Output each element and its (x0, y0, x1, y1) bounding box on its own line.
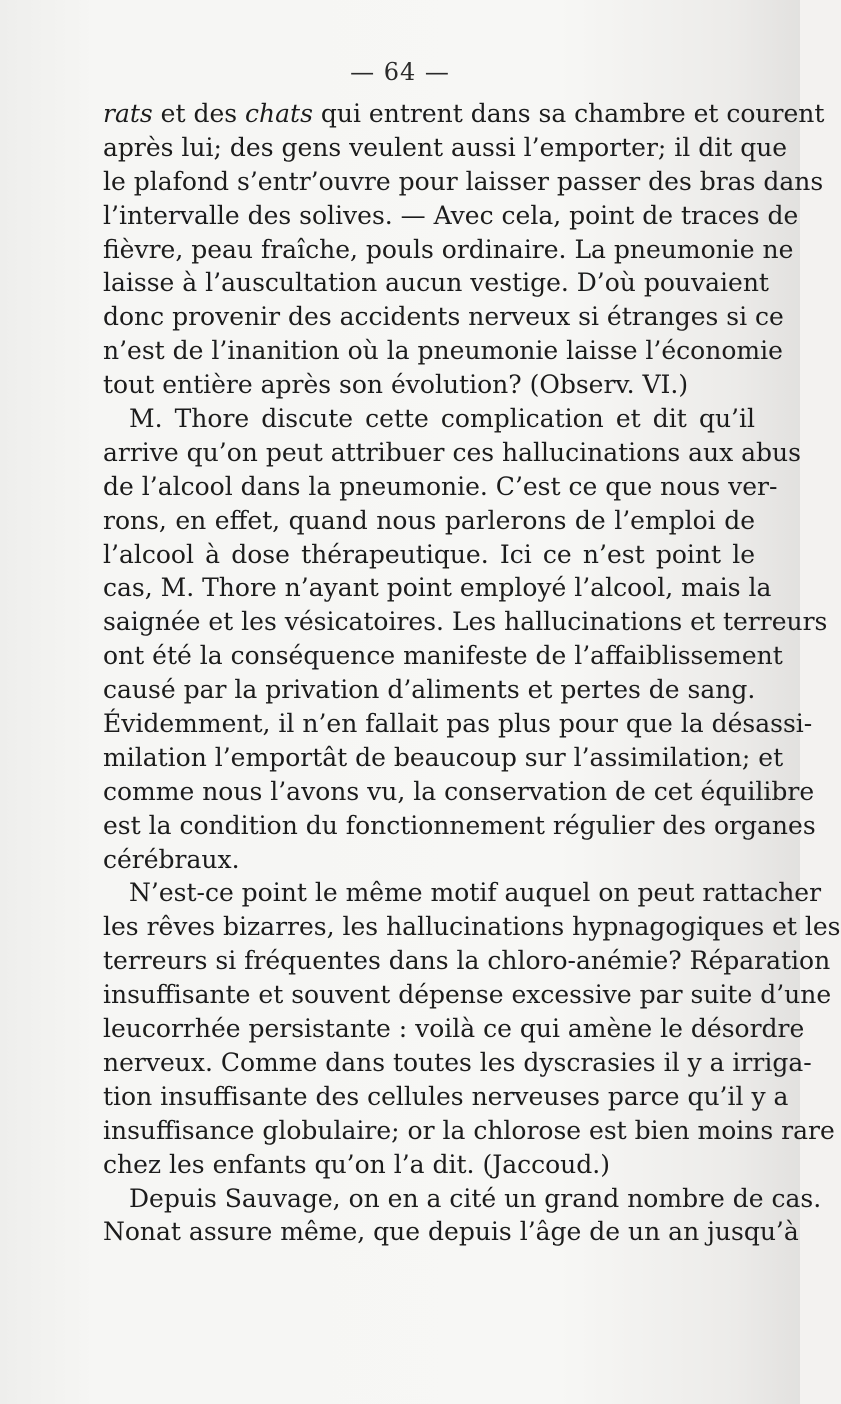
text-line: leucorrhée persistante : voilà ce qui amène le désordre (103, 1014, 805, 1044)
text-line: tion insuffisante des cellules nerveuses parce qu’il y a (103, 1081, 789, 1111)
text-line: cérébraux. (103, 844, 240, 874)
text-line: arrive qu’on peut attribuer ces hallucinations aux abus (103, 437, 801, 467)
text-line: insuffisance globulaire; or la chlorose est bien moins rare (103, 1115, 835, 1145)
text-line: N’est-ce point le même motif auquel on peut rattacher (129, 878, 822, 908)
text-line: le plafond s’entr’ouvre pour laisser passer des bras dans (103, 166, 824, 196)
text-line: laisse à l’auscultation aucun vestige. D’où pouvaient (103, 268, 769, 298)
paragraph-2 (103, 402, 828, 876)
text-line: ont été la conséquence manifeste de l’affaiblissement (103, 641, 783, 671)
text-span: qui entrent dans sa chambre et courent (312, 99, 825, 128)
text-line: les rêves bizarres, les hallucinations hypnagogiques et les (103, 912, 841, 942)
text-line: comme nous l’avons vu, la conservation de cet équilibre (103, 776, 815, 806)
italic-word: rats (103, 99, 153, 128)
text-line: saignée et les vésicatoires. Les hallucinations et terreurs (103, 607, 828, 637)
page-number: — 64 — (350, 58, 450, 86)
text-line: rons, en effet, quand nous parlerons de l’emploi de (103, 505, 755, 535)
text-line: terreurs si fréquentes dans la chloro-anémie? Réparation (103, 946, 831, 976)
text-line: insuffisante et souvent dépense excessive par suite d’une (103, 980, 832, 1010)
text-line: causé par la privation d’aliments et pertes de sang. (103, 675, 756, 705)
text-line: après lui; des gens veulent aussi l’emporter; il dit que (103, 132, 788, 162)
text-line: l’alcool à dose thérapeutique. Ici ce n’est point le (103, 539, 755, 569)
text-line: nerveux. Comme dans toutes les dyscrasies il y a irriga- (103, 1047, 812, 1077)
italic-word: chats (245, 99, 313, 128)
paragraph-3 (103, 876, 841, 1181)
text-line: milation l’emportât de beaucoup sur l’assimilation; et (103, 742, 784, 772)
text-line: chez les enfants qu’on l’a dit. (Jaccoud.) (103, 1149, 610, 1179)
text-span: et des (152, 99, 246, 128)
text-line: Depuis Sauvage, on en a cité un grand nombre de cas. (129, 1183, 822, 1213)
text-line: donc provenir des accidents nerveux si étranges si ce (103, 302, 784, 332)
text-line: fièvre, peau fraîche, pouls ordinaire. La pneumonie ne (103, 234, 794, 264)
text-line: n’est de l’inanition où la pneumonie laisse l’économie (103, 336, 783, 366)
text-line: cas, M. Thore n’ayant point employé l’alcool, mais la (103, 573, 772, 603)
paragraph-4 (103, 1182, 822, 1250)
text-line (103, 97, 825, 131)
text-line: M. Thore discute cette complication et dit qu’il (129, 404, 755, 434)
paragraph-1 (103, 97, 825, 402)
text-line: l’intervalle des solives. — Avec cela, point de traces de (103, 200, 799, 230)
text-line: est la condition du fonctionnement régulier des organes (103, 810, 816, 840)
body-text (103, 97, 841, 1249)
text-line: Évidemment, il n’en fallait pas plus pour que la désassi- (103, 709, 813, 739)
text-line: tout entière après son évolution? (Observ. VI.) (103, 370, 689, 400)
text-line: Nonat assure même, que depuis l’âge de un an jusqu’à (103, 1217, 799, 1247)
text-line: de l’alcool dans la pneumonie. C’est ce que nous ver- (103, 471, 778, 501)
